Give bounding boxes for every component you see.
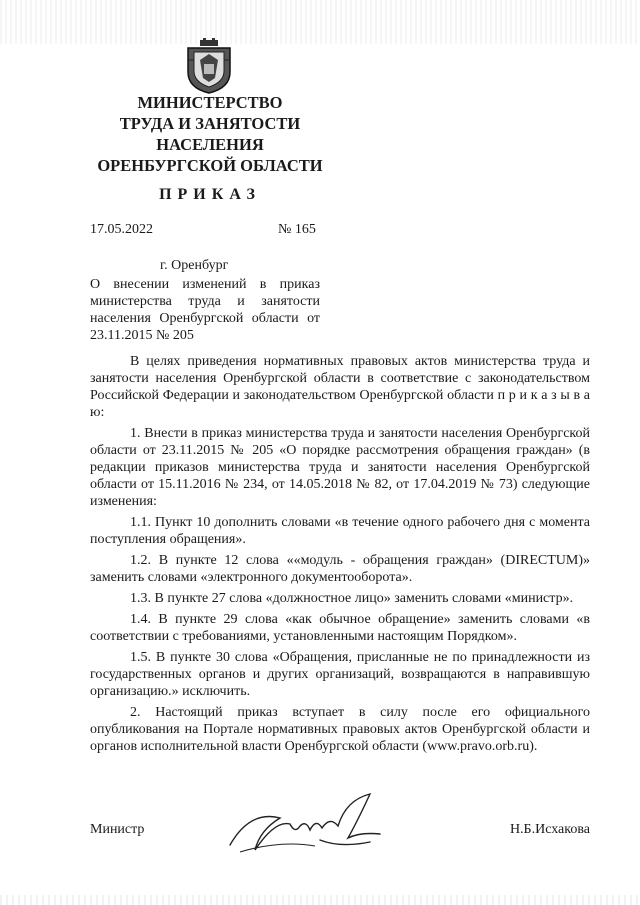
body-paragraph: 1.4. В пункте 29 слова «как обычное обращение» заменить словами «в соответствии с требованиями, установленными настоящим Порядком». (90, 612, 590, 644)
ministry-name (60, 92, 360, 176)
order-body (90, 353, 590, 759)
signer-position: Министр (90, 822, 145, 837)
ministry-line: ТРУДА И ЗАНЯТОСТИ (119, 114, 301, 133)
document-type-title: ПРИКАЗ (159, 186, 261, 203)
ministry-line: МИНИСТЕРСТВО (137, 93, 283, 112)
body-paragraph: 1.3. В пункте 27 слова «должностное лицо» заменить словами «министр». (130, 591, 574, 606)
order-city: г. Оренбург (160, 258, 229, 273)
ministry-line: ОРЕНБУРГСКОЙ ОБЛАСТИ (97, 156, 323, 175)
body-paragraph: 1. Внести в приказ министерства труда и занятости населения Оренбургской области от 23.11.2015 № 205 «О порядке рассмотрения обращения граждан» (в редакции приказов министерства труда и занятости населения Оренбургской области от 15.11.2016 № 234, от 14.05.2018 № 82, от 17.04.2019 № 73) следующие изменения: (90, 426, 590, 509)
signer-name: Н.Б.Исхакова (509, 822, 590, 837)
body-paragraph: 1.1. Пункт 10 дополнить словами «в течение одного рабочего дня с момента поступления обращения». (90, 515, 590, 547)
body-paragraph: В целях приведения нормативных правовых актов министерства труда и занятости населения Оренбургской области в соответствие с законодательством Российской Федерации и законодательством Оренбургской области п р и к а з ы в а ю: (90, 354, 590, 420)
signature-block (90, 780, 590, 870)
order-number: № 165 (278, 222, 316, 237)
order-date: 17.05.2022 (90, 222, 153, 237)
ministry-line: НАСЕЛЕНИЯ (156, 135, 264, 154)
scan-edge-bottom (0, 895, 640, 905)
coat-of-arms-icon (186, 38, 232, 94)
handwritten-signature (220, 790, 390, 860)
body-paragraph: 1.2. В пункте 12 слова ««модуль - обращения граждан» (DIRECTUM)» заменить словами «электронного документооборота». (90, 553, 590, 585)
body-paragraph: 1.5. В пункте 30 слова «Обращения, присланные не по принадлежности из государственных органов и других организаций, возвращаются в направившую организацию.» исключить. (90, 650, 590, 699)
scan-edge-top (0, 0, 640, 44)
body-paragraph: 2. Настоящий приказ вступает в силу после его официального опубликования на Портале нормативных правовых актов Оренбургской области и органов исполнительной власти Оренбургской области (www.pravo.orb.ru). (90, 705, 590, 754)
order-subject: О внесении изменений в приказ министерства труда и занятости населения Оренбургской области от 23.11.2015 № 205 (90, 277, 320, 343)
